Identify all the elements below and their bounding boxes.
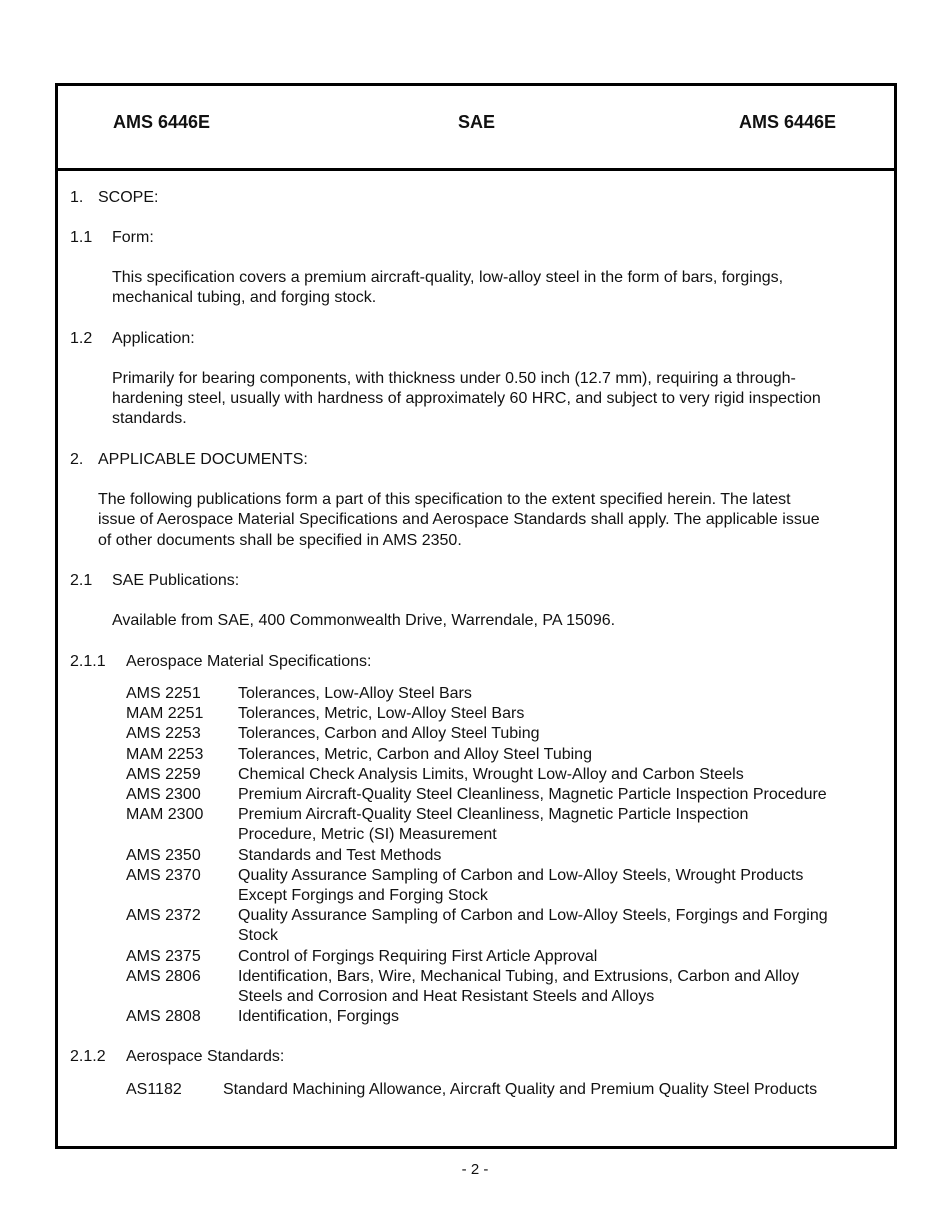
section-number: 1.	[70, 189, 84, 206]
reference-code: AMS 2350	[126, 846, 201, 864]
reference-title: Premium Aircraft-Quality Steel Cleanliness, Magnetic Particle Inspection	[238, 806, 749, 824]
reference-title: Tolerances, Low-Alloy Steel Bars	[238, 685, 472, 702]
section-title-scope: SCOPE:	[98, 189, 159, 206]
reference-title: Control of Forgings Requiring First Article Approval	[238, 947, 598, 965]
section-number: 1.2	[70, 330, 93, 347]
reference-code: AMS 2370	[126, 866, 201, 884]
reference-title: Stock	[238, 927, 279, 945]
reference-title: Standard Machining Allowance, Aircraft Quality and Premium Quality Steel Products	[223, 1081, 818, 1098]
paragraph-line: This specification covers a premium aircraft-quality, low-alloy steel in the form of bars, forgings,	[112, 269, 784, 286]
reference-code: AMS 2259	[126, 765, 201, 783]
reference-title: Except Forgings and Forging Stock	[238, 887, 488, 904]
page-number: - 2 -	[461, 1161, 489, 1178]
reference-title: Tolerances, Metric, Low-Alloy Steel Bars	[238, 705, 525, 723]
reference-code: MAM 2253	[126, 745, 204, 763]
section-number: 2.1.2	[70, 1048, 106, 1065]
paragraph-line: Primarily for bearing components, with thickness under 0.50 inch (12.7 mm), requiring a through-	[112, 370, 796, 387]
reference-title: Identification, Bars, Wire, Mechanical Tubing, and Extrusions, Carbon and Alloy	[238, 967, 800, 985]
section-title-application: Application:	[112, 330, 195, 347]
reference-title: Tolerances, Carbon and Alloy Steel Tubing	[238, 725, 540, 743]
reference-title: Standards and Test Methods	[238, 846, 442, 864]
reference-code: AMS 2300	[126, 786, 201, 803]
reference-title: Quality Assurance Sampling of Carbon and Low-Alloy Steels, Forgings and Forging	[238, 907, 828, 925]
reference-title: Quality Assurance Sampling of Carbon and Low-Alloy Steels, Wrought Products	[238, 866, 804, 884]
reference-code: AMS 2375	[126, 947, 201, 965]
paragraph-line: Available from SAE, 400 Commonwealth Drive, Warrendale, PA 15096.	[112, 612, 616, 629]
page-header	[58, 86, 894, 171]
paragraph-line: hardening steel, usually with hardness of approximately 60 HRC, and subject to very rigid inspection	[112, 390, 821, 407]
header-doc-number-right: AMS 6446E	[739, 112, 837, 132]
section-title-applicable-documents: APPLICABLE DOCUMENTS:	[98, 451, 308, 468]
section-title-sae-publications: SAE Publications:	[112, 572, 240, 589]
reference-code: AMS 2251	[126, 685, 201, 702]
paragraph-line: mechanical tubing, and forging stock.	[112, 289, 377, 306]
reference-code: AMS 2372	[126, 907, 201, 925]
paragraph-line: standards.	[112, 410, 187, 427]
reference-title: Procedure, Metric (SI) Measurement	[238, 826, 497, 844]
header-publisher: SAE	[458, 112, 496, 132]
reference-title: Tolerances, Metric, Carbon and Alloy Steel Tubing	[238, 745, 592, 763]
paragraph-line: of other documents shall be specified in AMS 2350.	[98, 532, 462, 549]
reference-title: Steels and Corrosion and Heat Resistant Steels and Alloys	[238, 988, 655, 1005]
reference-code: AMS 2806	[126, 967, 201, 985]
reference-title: Chemical Check Analysis Limits, Wrought Low-Alloy and Carbon Steels	[238, 765, 744, 783]
reference-code: AMS 2808	[126, 1008, 201, 1026]
reference-code: AS1182	[126, 1081, 182, 1098]
reference-code: AMS 2253	[126, 725, 201, 743]
reference-title: Identification, Forgings	[238, 1008, 399, 1026]
paragraph-line: The following publications form a part of this specification to the extent specified herein. The latest	[98, 491, 791, 508]
reference-code: MAM 2251	[126, 705, 204, 723]
section-number: 2.	[70, 451, 84, 468]
section-title-form: Form:	[112, 229, 154, 246]
section-number: 2.1	[70, 572, 93, 589]
reference-code: MAM 2300	[126, 806, 204, 824]
section-number: 1.1	[70, 229, 93, 246]
header-doc-number-left: AMS 6446E	[113, 112, 211, 132]
section-title-ams: Aerospace Material Specifications:	[126, 653, 372, 670]
reference-title: Premium Aircraft-Quality Steel Cleanliness, Magnetic Particle Inspection Procedure	[238, 786, 827, 803]
section-number: 2.1.1	[70, 653, 106, 670]
section-title-aerospace-standards: Aerospace Standards:	[126, 1048, 285, 1065]
paragraph-line: issue of Aerospace Material Specifications and Aerospace Standards shall apply. The applicable issue	[98, 511, 820, 528]
